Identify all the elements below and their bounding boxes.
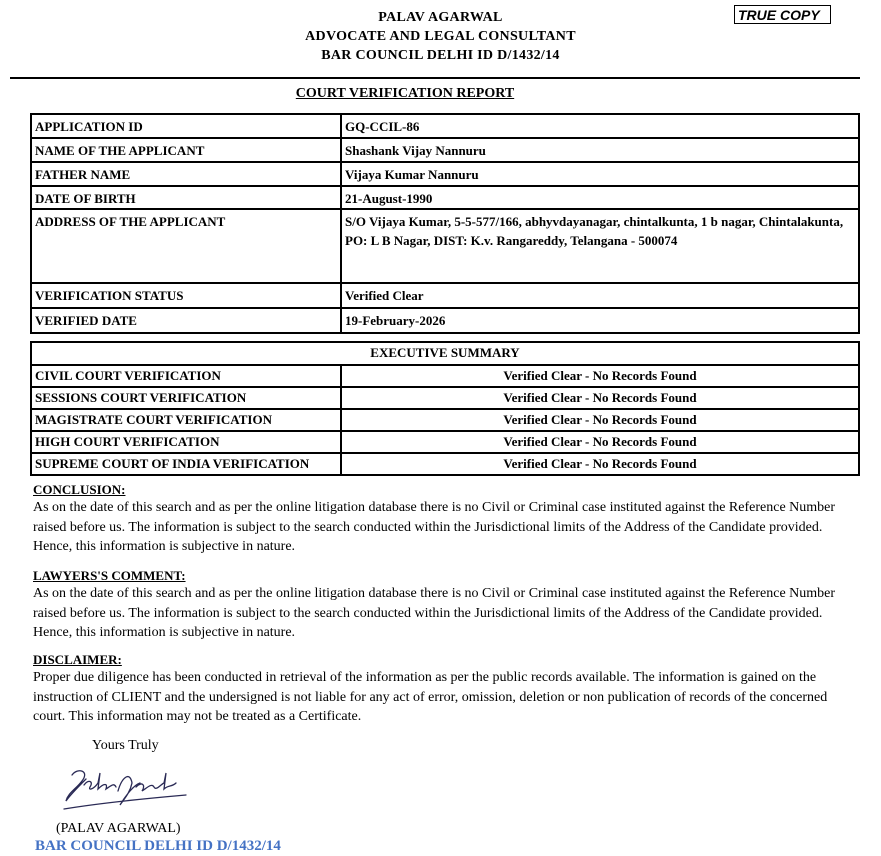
- father-name-value: Vijaya Kumar Nannuru: [341, 162, 859, 186]
- summary-label: SUPREME COURT OF INDIA VERIFICATION: [31, 453, 341, 475]
- conclusion-section: [33, 482, 853, 557]
- bar-council-id: BAR COUNCIL DELHI ID D/1432/14: [321, 48, 560, 63]
- signatory-name: (PALAV AGARWAL): [56, 821, 181, 836]
- lawyers-comment-heading: LAWYERS'S COMMENT:: [33, 568, 186, 583]
- conclusion-heading: CONCLUSION:: [33, 482, 126, 497]
- address-value: S/O Vijaya Kumar, 5-5-577/166, abhyvdayanagar, chintalkunta, 1 b nagar, Chintalakunta, PO: L B Nagar, DIST: K.v. Rangareddy, Telangana - 500074: [341, 209, 859, 283]
- verified-date-value: 19-February-2026: [341, 308, 859, 333]
- table-row: [31, 162, 859, 186]
- table-row: [31, 114, 859, 138]
- application-id-value: GQ-CCIL-86: [341, 114, 859, 138]
- verified-date-label: VERIFIED DATE: [31, 308, 341, 333]
- summary-label: HIGH COURT VERIFICATION: [31, 431, 341, 453]
- address-label: ADDRESS OF THE APPLICANT: [31, 209, 341, 283]
- table-row: [31, 342, 859, 365]
- table-row: [31, 308, 859, 333]
- true-copy-stamp: TRUE COPY: [734, 5, 831, 24]
- verification-status-label: VERIFICATION STATUS: [31, 283, 341, 308]
- summary-result: Verified Clear - No Records Found: [341, 453, 859, 475]
- applicant-name-value: Shashank Vijay Nannuru: [341, 138, 859, 162]
- signature-image: [60, 765, 190, 813]
- applicant-details-table: [30, 113, 860, 334]
- table-row: [31, 453, 859, 475]
- summary-label: MAGISTRATE COURT VERIFICATION: [31, 409, 341, 431]
- table-row: [31, 365, 859, 387]
- disclaimer-section: [33, 652, 853, 727]
- executive-summary-table: [30, 341, 860, 476]
- closing-text: Yours Truly: [92, 738, 159, 753]
- verification-status-value: Verified Clear: [341, 283, 859, 308]
- executive-summary-heading: EXECUTIVE SUMMARY: [31, 342, 859, 365]
- report-title: COURT VERIFICATION REPORT: [295, 86, 515, 101]
- table-row: [31, 209, 859, 283]
- summary-result: Verified Clear - No Records Found: [341, 365, 859, 387]
- table-row: [31, 283, 859, 308]
- table-row: [31, 138, 859, 162]
- disclaimer-text: Proper due diligence has been conducted in retrieval of the information as per the public records available. The information is gained on the instruction of CLIENT and the undersigned is not liable for any act of error, omission, deletion or non publication of records of the concerned court. This information may not be treated as a Certificate.: [33, 670, 828, 724]
- father-name-label: FATHER NAME: [31, 162, 341, 186]
- header-divider: [10, 77, 860, 79]
- summary-label: SESSIONS COURT VERIFICATION: [31, 387, 341, 409]
- conclusion-text: As on the date of this search and as per the online litigation database there is no Civil or Criminal case instituted against the Reference Number raised before us. The information is subject to the search conducted within the Jurisdictional limits of the Address of the Candidate provided. Hence, this information is subjective in nature.: [33, 500, 836, 554]
- summary-result: Verified Clear - No Records Found: [341, 387, 859, 409]
- table-row: [31, 186, 859, 209]
- lawyers-comment-section: [33, 568, 853, 643]
- advocate-name: PALAV AGARWAL: [378, 10, 503, 25]
- summary-label: CIVIL COURT VERIFICATION: [31, 365, 341, 387]
- summary-result: Verified Clear - No Records Found: [341, 409, 859, 431]
- applicant-name-label: NAME OF THE APPLICANT: [31, 138, 341, 162]
- advocate-title: ADVOCATE AND LEGAL CONSULTANT: [305, 29, 576, 44]
- lawyers-comment-text: As on the date of this search and as per the online litigation database there is no Civil or Criminal case instituted against the Reference Number raised before us. The information is subject to the search conducted within the Jurisdictional limits of the Address of the Candidate provided. Hence, this information is subjective in nature.: [33, 586, 836, 640]
- summary-result: Verified Clear - No Records Found: [341, 431, 859, 453]
- dob-value: 21-August-1990: [341, 186, 859, 209]
- application-id-label: APPLICATION ID: [31, 114, 341, 138]
- table-row: [31, 431, 859, 453]
- table-row: [31, 387, 859, 409]
- table-row: [31, 409, 859, 431]
- signatory-bar-council-id: BAR COUNCIL DELHI ID D/1432/14: [35, 838, 281, 854]
- dob-label: DATE OF BIRTH: [31, 186, 341, 209]
- disclaimer-heading: DISCLAIMER:: [33, 652, 122, 667]
